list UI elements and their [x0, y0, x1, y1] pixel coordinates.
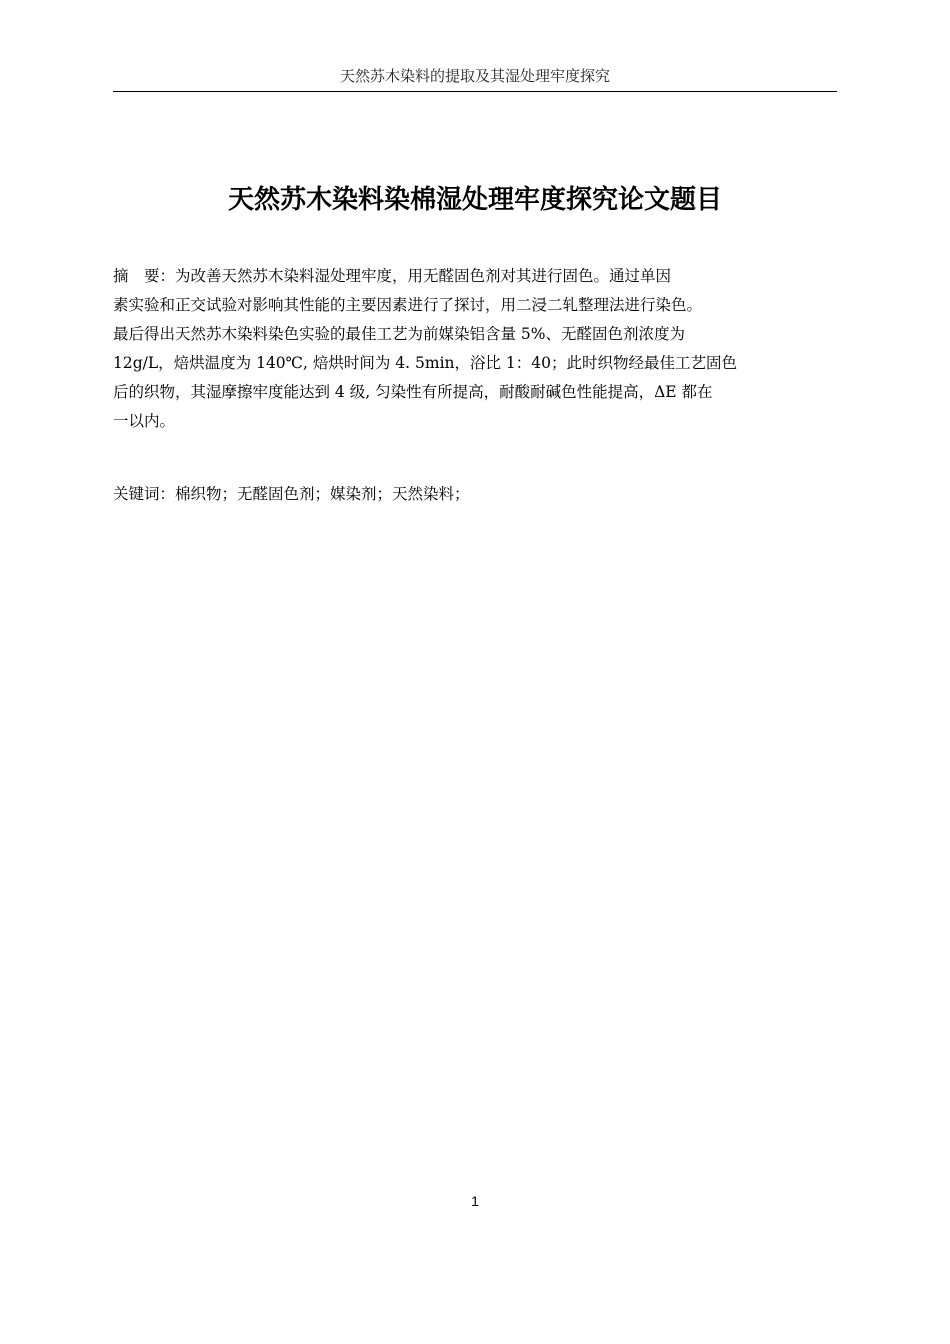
abstract-line-6: 一以内。 [113, 412, 176, 430]
abstract-label: 摘 要： [113, 267, 176, 285]
running-header: 天然苏木染料的提取及其湿处理牢度探究 [339, 67, 610, 85]
paper-title: 天然苏木染料染棉湿处理牢度探究论文题目 [227, 185, 722, 215]
abstract-line-4: 12g/L，焙烘温度为 140℃, 焙烘时间为 4. 5min，浴比 1：40；此时织物经最佳工艺固色 [113, 354, 738, 372]
abstract-text: 为改善天然苏木染料湿处理牢度，用无醛固色剂对其进行固色。通过单因 [175, 267, 672, 285]
abstract-line-2: 素实验和正交试验对影响其性能的主要因素进行了探讨，用二浸二轧整理法进行染色。 [113, 296, 703, 314]
abstract-line-5: 后的织物，其湿摩擦牢度能达到 4 级, 匀染性有所提高，耐酸耐碱色性能提高，ΔE 都在 [113, 383, 713, 401]
abstract [113, 262, 837, 436]
abstract-line-1 [113, 262, 837, 291]
keywords-text: 棉织物；无醛固色剂；媒染剂；天然染料； [175, 485, 470, 503]
header-divider [113, 91, 837, 92]
keywords-label: 关键词： [113, 485, 176, 503]
keywords [113, 480, 837, 509]
page-number: 1 [471, 1193, 479, 1209]
abstract-line-3: 最后得出天然苏木染料染色实验的最佳工艺为前媒染铝含量 5%、无醛固色剂浓度为 [113, 325, 686, 343]
